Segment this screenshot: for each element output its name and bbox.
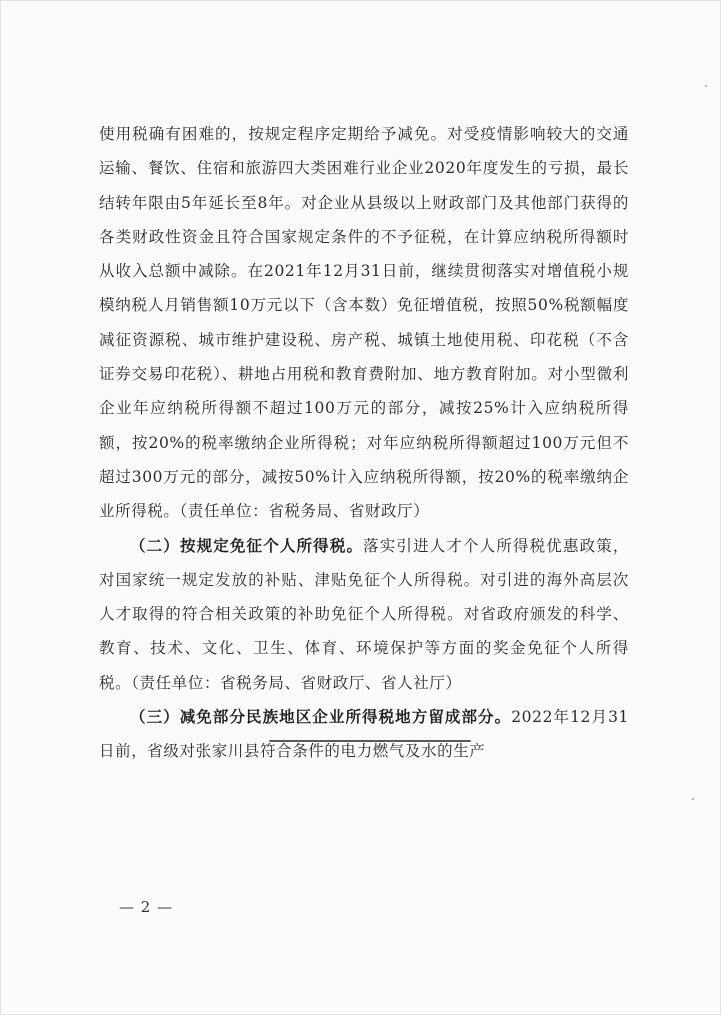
page-number: — 2 —: [119, 898, 174, 916]
scan-speck: [692, 798, 694, 800]
paragraph-ethnic-region-tax-body: 2022年12月31日前，省级对张家川县符合条件的电力燃气及水的生产: [99, 708, 629, 761]
document-body: [99, 117, 629, 769]
scan-speck: [705, 85, 707, 87]
paragraph-ethnic-region-tax: [99, 700, 629, 769]
paragraph-personal-income-tax-body: 落实引进人才个人所得税优惠政策，对国家统一规定发放的补贴、津贴免征个人所得税。对引进的海外高层次人才取得的符合相关政策的补助免征个人所得税。对省政府颁发的科学、教育、技术、文化、卫生、体育、环境保护等方面的奖金免征个人所得税。（责任单位：省税务局、省财政厅、省人社厅）: [99, 536, 629, 692]
section-heading-personal-income-tax: （二）按规定免征个人所得税。: [130, 535, 364, 555]
handwritten-underline: [269, 740, 471, 742]
paragraph-personal-income-tax: [99, 529, 629, 700]
paragraph-tax-relief: 使用税确有困难的，按规定程序定期给予减免。对受疫情影响较大的交通运输、餐饮、住宿和旅游四大类困难行业企业2020年度发生的亏损，最长结转年限由5年延长至8年。对企业从县级以上财政部门及其他部门获得的各类财政性资金且符合国家规定条件的不予征税，在计算应纳税所得额时从收入总额中减除。在2021年12月31日前，继续贯彻落实对增值税小规模纳税人月销售额10万元以下（含本数）免征增值税，按照50%税额幅度减征资源税、城市维护建设税、房产税、城镇土地使用税、印花税（不含证券交易印花税）、耕地占用税和教育费附加、地方教育附加。对小型微利企业年应纳税所得额不超过100万元的部分，减按25%计入应纳税所得额，按20%的税率缴纳企业所得税；对年应纳税所得额超过100万元但不超过300万元的部分，减按50%计入应纳税所得额，按20%的税率缴纳企业所得税。（责任单位：省税务局、省财政厅）: [99, 125, 629, 521]
section-heading-ethnic-region-tax: （三）减免部分民族地区企业所得税地方留成部分。: [130, 707, 512, 727]
